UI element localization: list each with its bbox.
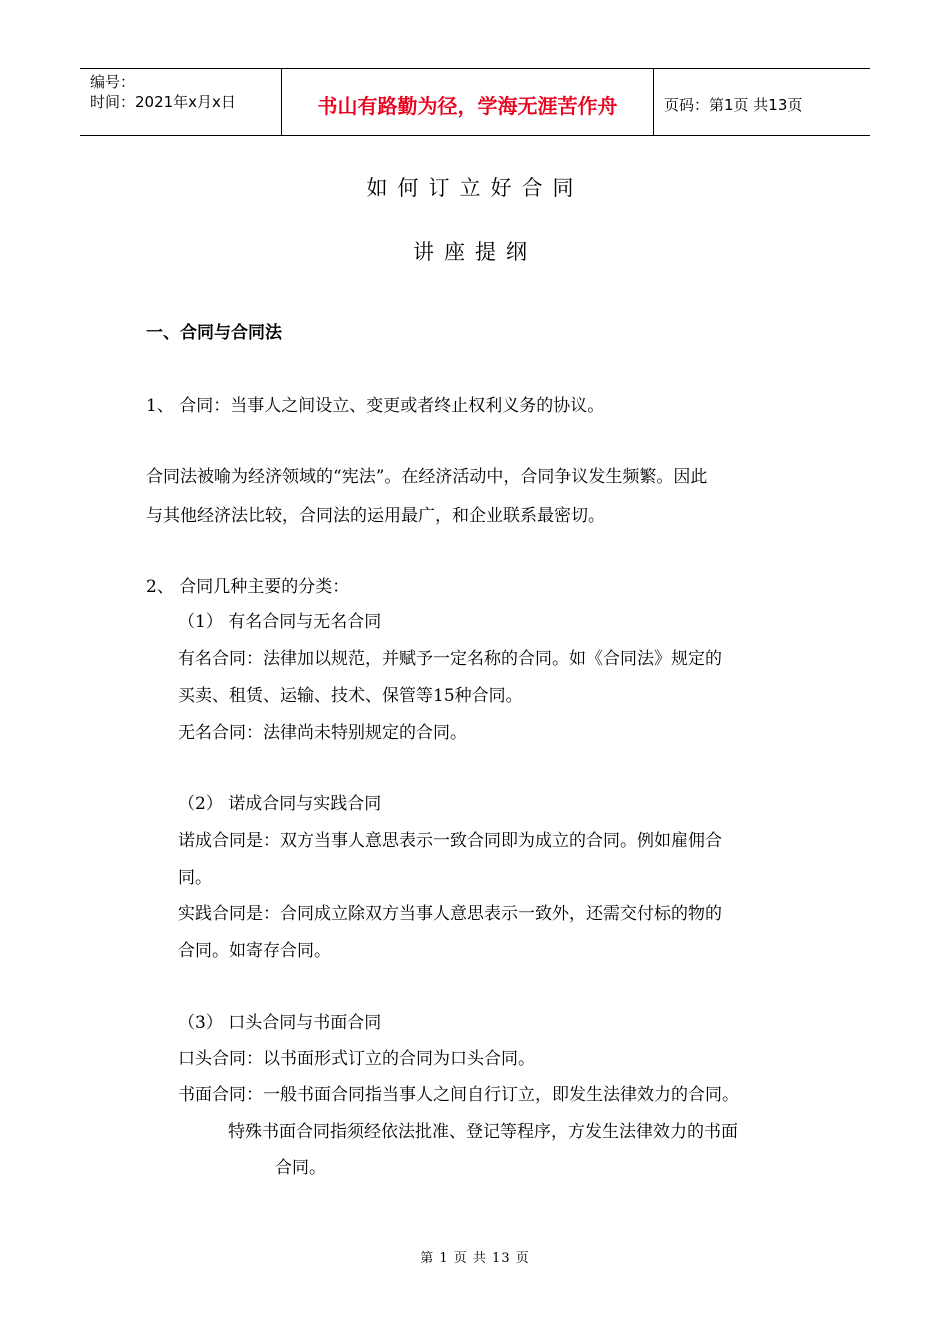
paragraph-line: 合同。如寄存合同。 [178,941,331,961]
header-left-cell [80,69,282,135]
paragraph-line: 同。 [178,868,212,888]
page-header [80,68,870,136]
paragraph-line: 特殊书面合同指须经依法批准、登记等程序，方发生法律效力的书面 [228,1122,738,1142]
document-date: 时间：2021年x月x日 [90,93,236,111]
paragraph-line: 书面合同：一般书面合同指当事人之间自行订立，即发生法律效力的合同。 [178,1085,739,1105]
list-item: 2、 合同几种主要的分类： [146,577,350,597]
list-item: 1、 合同：当事人之间设立、变更或者终止权利义务的协议。 [146,396,605,416]
header-motto: 书山有路勤为径，学海无涯苦作舟 [282,69,654,135]
subsection-heading: （2） 诺成合同与实践合同 [178,794,382,814]
section-heading: 一、合同与合同法 [146,323,282,343]
paragraph-line: 买卖、租赁、运输、技术、保管等15种合同。 [178,686,523,706]
subsection-heading: （1） 有名合同与无名合同 [178,612,382,632]
paragraph-line: 实践合同是：合同成立除双方当事人意思表示一致外，还需交付标的物的 [178,904,722,924]
paragraph-line: 合同法被喻为经济领域的“宪法”。在经济活动中，合同争议发生频繁。因此 [146,467,708,487]
document-subtitle: 讲座提纲 [413,240,537,264]
subsection-heading: （3） 口头合同与书面合同 [178,1013,382,1033]
paragraph-line: 合同。 [275,1158,326,1178]
document-number-label: 编号： [90,73,136,91]
page-footer: 第 1 页 共 13 页 [420,1251,530,1266]
document-title: 如何订立好合同 [366,176,584,200]
paragraph-line: 无名合同：法律尚未特别规定的合同。 [178,723,467,743]
paragraph-line: 诺成合同是：双方当事人意思表示一致合同即为成立的合同。例如雇佣合 [178,831,722,851]
paragraph-line: 口头合同：以书面形式订立的合同为口头合同。 [178,1049,535,1069]
paragraph-line: 有名合同：法律加以规范，并赋予一定名称的合同。如《合同法》规定的 [178,649,722,669]
header-page-info: 页码：第1页 共13页 [664,95,803,114]
paragraph-line: 与其他经济法比较，合同法的运用最广，和企业联系最密切。 [146,506,605,526]
